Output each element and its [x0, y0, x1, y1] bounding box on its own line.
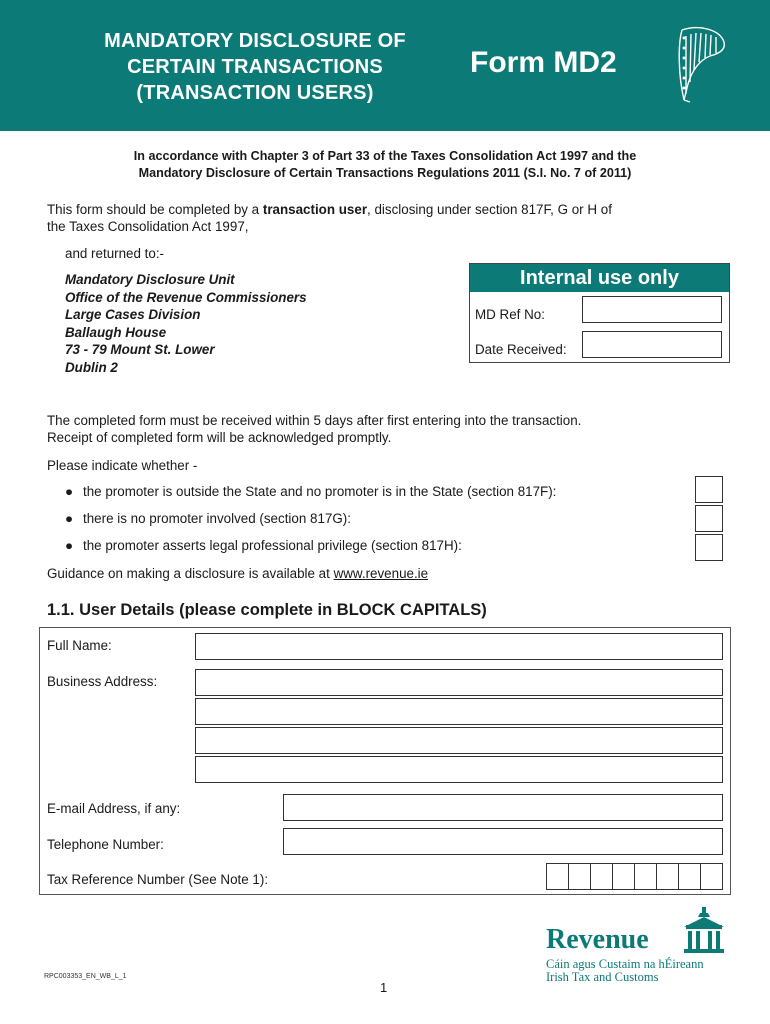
date-received-input[interactable] [582, 331, 722, 358]
page-number: 1 [380, 980, 388, 995]
form-title-line-2: CERTAIN TRANSACTIONS [127, 56, 383, 78]
form-id: Form MD2 [470, 46, 617, 79]
return-address [65, 271, 307, 377]
harp-icon [670, 24, 728, 106]
telephone-input[interactable] [283, 828, 723, 855]
form-title-line-3: (TRANSACTION USERS) [136, 82, 374, 104]
revenue-english-name: Irish Tax and Customs [546, 970, 659, 984]
guidance-pre: Guidance on making a disclosure is available at [47, 566, 334, 581]
internal-use-heading: Internal use only [470, 264, 729, 292]
legal-basis-line-2: Mandatory Disclosure of Certain Transactions Regulations 2011 (S.I. No. 7 of 2011) [138, 166, 632, 180]
tax-ref-cell[interactable] [679, 864, 701, 889]
deadline-notice [47, 412, 747, 446]
address-line: Office of the Revenue Commissioners [65, 289, 307, 305]
completion-text-bold: transaction user [262, 202, 368, 217]
deadline-line-1: The completed form must be received within 5 days after first entering into the transaction. [47, 413, 582, 428]
bullet-icon: ● [65, 511, 74, 526]
revenue-link[interactable]: www.revenue.ie [333, 566, 429, 581]
form-title [70, 28, 440, 106]
section-title: 1.1. User Details (please complete in BLOCK CAPITALS) [47, 601, 487, 619]
md-ref-label: MD Ref No: [475, 307, 545, 322]
address-line: 73 - 79 Mount St. Lower [65, 342, 215, 358]
revenue-irish-name: Cáin agus Custaim na hÉireann [546, 957, 704, 971]
md-ref-input[interactable] [582, 296, 722, 323]
guidance-text [47, 565, 428, 582]
address-line: Ballaugh House [65, 324, 167, 340]
legal-basis-line-1: In accordance with Chapter 3 of Part 33 of the Taxes Consolidation Act 1997 and the [133, 149, 637, 163]
completion-text-pre: This form should be completed by a [47, 202, 263, 217]
option-817g-label: there is no promoter involved (section 817G): [83, 511, 351, 526]
deadline-line-2: Receipt of completed form will be acknowledged promptly. [47, 430, 392, 445]
completion-text-post: , disclosing under section 817F, G or H of [367, 202, 612, 217]
completion-text-line2: the Taxes Consolidation Act 1997, [47, 219, 249, 234]
form-title-line-1: MANDATORY DISCLOSURE OF [104, 30, 406, 52]
bullet-icon: ● [65, 538, 74, 553]
option-817g [65, 511, 351, 526]
business-address-input-2[interactable] [195, 698, 723, 725]
indicate-prompt: Please indicate whether - [47, 458, 198, 473]
returned-to: and returned to:- [65, 246, 165, 261]
tax-ref-label: Tax Reference Number (See Note 1): [47, 872, 269, 887]
tax-ref-cell[interactable] [613, 864, 635, 889]
telephone-label: Telephone Number: [47, 837, 164, 852]
full-name-label: Full Name: [47, 638, 112, 653]
address-line: Dublin 2 [65, 359, 118, 375]
option-817h [65, 538, 462, 553]
full-name-input[interactable] [195, 633, 723, 660]
email-label: E-mail Address, if any: [47, 801, 181, 816]
tax-ref-cell[interactable] [569, 864, 591, 889]
option-817f [65, 484, 557, 499]
completion-instruction [47, 201, 737, 235]
revenue-logo-text: Revenue [546, 924, 649, 955]
business-address-label: Business Address: [47, 674, 158, 689]
business-address-input-1[interactable] [195, 669, 723, 696]
checkbox-817g[interactable] [695, 505, 723, 532]
document-code: RPC003353_EN_WB_L_1 [44, 973, 127, 980]
bullet-icon: ● [65, 484, 74, 499]
checkbox-817h[interactable] [695, 534, 723, 561]
address-line: Mandatory Disclosure Unit [65, 272, 235, 287]
address-line: Large Cases Division [65, 307, 201, 323]
tax-ref-input[interactable] [546, 863, 723, 890]
option-817h-label: the promoter asserts legal professional privilege (section 817H): [83, 538, 462, 553]
date-received-label: Date Received: [475, 342, 567, 357]
business-address-input-3[interactable] [195, 727, 723, 754]
customs-house-icon [682, 905, 726, 955]
email-input[interactable] [283, 794, 723, 821]
tax-ref-cell[interactable] [547, 864, 569, 889]
tax-ref-cell[interactable] [635, 864, 657, 889]
tax-ref-cell[interactable] [657, 864, 679, 889]
option-817f-label: the promoter is outside the State and no promoter is in the State (section 817F): [83, 484, 557, 499]
legal-basis [40, 148, 730, 182]
tax-ref-cell[interactable] [591, 864, 613, 889]
tax-ref-cell[interactable] [701, 864, 722, 889]
business-address-input-4[interactable] [195, 756, 723, 783]
checkbox-817f[interactable] [695, 476, 723, 503]
